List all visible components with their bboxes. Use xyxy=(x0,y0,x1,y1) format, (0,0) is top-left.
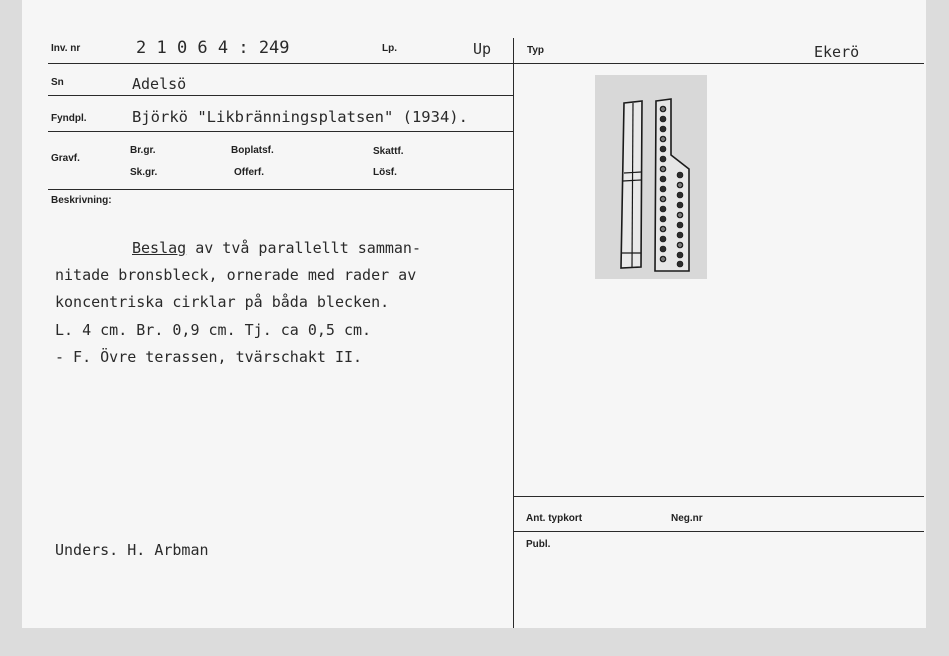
bronze-mount-illustration xyxy=(595,75,707,279)
brgr-label: Br.gr. xyxy=(130,145,156,156)
offerf-label: Offerf. xyxy=(234,167,264,178)
lp-label: Lp. xyxy=(382,43,397,54)
rule-publ xyxy=(514,531,924,532)
column-divider xyxy=(513,38,514,628)
rule-gravf xyxy=(48,189,513,190)
unders-text: Unders. H. Arbman xyxy=(55,541,209,559)
description-line-5: - F. Övre terassen, tvärschakt II. xyxy=(55,348,363,366)
description-line-1 xyxy=(132,239,421,257)
description-line-4: L. 4 cm. Br. 0,9 cm. Tj. ca 0,5 cm. xyxy=(55,321,372,339)
description-line-2: nitade bronsbleck, ornerade med rader av xyxy=(55,266,417,284)
fyndpl-label: Fyndpl. xyxy=(51,113,87,124)
skgr-label: Sk.gr. xyxy=(130,167,158,178)
rule-fyndpl xyxy=(48,131,513,132)
fyndpl-value: Björkö "Likbränningsplatsen" (1934). xyxy=(132,108,468,126)
inv-label: Inv. nr xyxy=(51,43,81,54)
rule-inv xyxy=(48,63,513,64)
typ-label: Typ xyxy=(527,45,545,56)
description-keyword: Beslag xyxy=(132,239,187,257)
typ-place: Ekerö xyxy=(814,43,860,61)
gravf-label: Gravf. xyxy=(51,153,80,164)
losf-label: Lösf. xyxy=(373,167,397,178)
rule-ant xyxy=(514,496,924,497)
ant-typkort-label: Ant. typkort xyxy=(526,513,583,524)
description-line-3: koncentriska cirklar på båda blecken. xyxy=(55,293,390,311)
rule-typ xyxy=(514,63,924,64)
inv-value: 2 1 0 6 4 : 249 xyxy=(136,38,290,58)
skattf-label: Skattf. xyxy=(373,146,404,157)
boplatsf-label: Boplatsf. xyxy=(231,145,274,156)
beskrivning-label: Beskrivning: xyxy=(51,195,112,206)
object-photo xyxy=(595,75,707,279)
lp-value: Up xyxy=(473,40,492,58)
sn-label: Sn xyxy=(51,77,64,88)
negnr-label: Neg.nr xyxy=(671,513,703,524)
publ-label: Publ. xyxy=(526,539,551,550)
catalog-card xyxy=(22,0,926,628)
sn-value: Adelsö xyxy=(132,75,187,93)
rule-sn xyxy=(48,95,513,96)
description-line-1-rest: av två parallellt samman- xyxy=(186,239,421,257)
